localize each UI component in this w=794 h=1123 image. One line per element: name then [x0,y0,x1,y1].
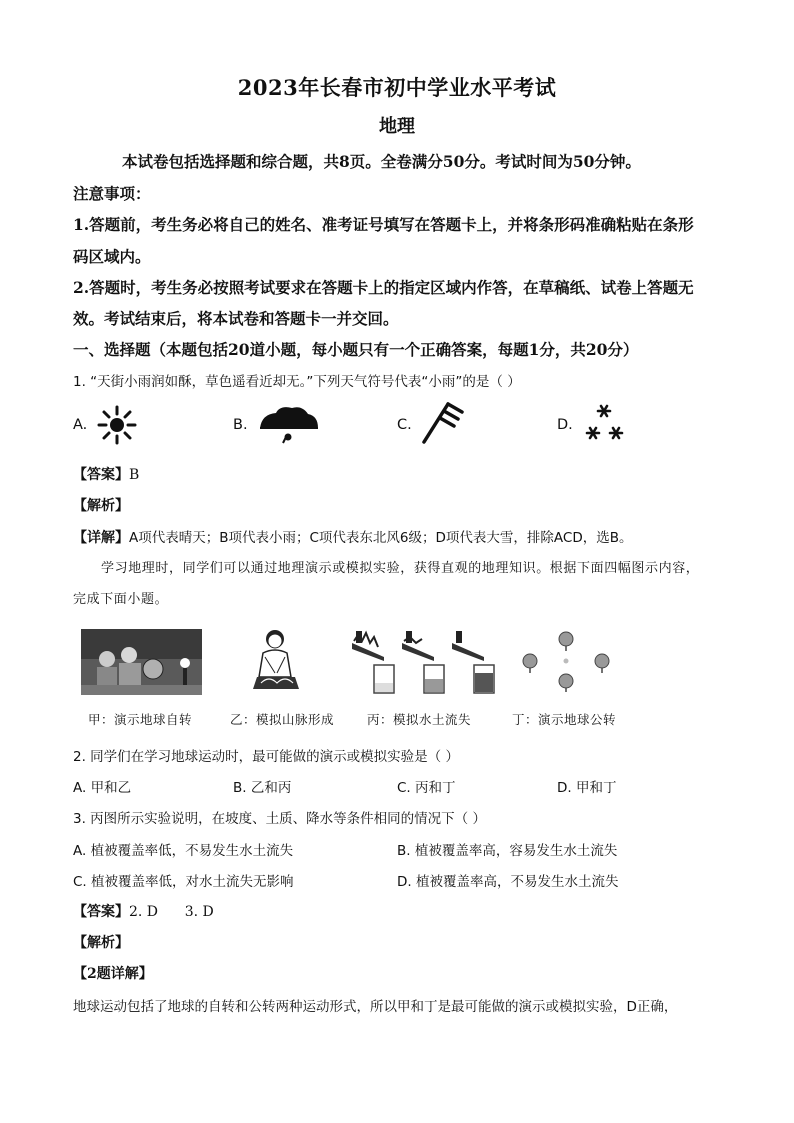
q3-option-c: C. 植被覆盖率低，对水土流失无影响 [73,874,294,890]
q1-option-d-label: D. [557,417,573,433]
figure-caption-jia: 甲：演示地球自转 [88,712,193,727]
q1-option-a-label: A. [73,417,88,433]
q1-option-b-label: B. [233,417,248,433]
page-title: 2023年长春市初中学业水平考试 [237,75,557,100]
q2-3-analysis-tag: 【解析】 [73,935,129,951]
earth-revolution-photo [520,629,612,693]
light-rain-icon [256,404,322,446]
notice-item-1: 1.答题前，考生务必将自己的姓名、准考证号填写在答题卡上，并将条形码准确粘贴在条形 [73,215,694,234]
section-heading: 一、选择题（本题包括20道小题，每小题只有一个正确答案，每题1分，共20分） [73,340,639,359]
notice-heading: 注意事项： [73,184,151,203]
q3-option-d: D. 植被覆盖率高，不易发生水土流失 [397,874,619,890]
question-2-stem: 2. 同学们在学习地球运动时，最可能做的演示或模拟实验是（ ） [73,749,459,765]
q1-analysis-tag: 【解析】 [73,498,129,514]
group-intro-line-2: 完成下面小题。 [73,592,169,607]
q2-option-a: A. 甲和乙 [73,780,132,796]
q1-detail [73,526,633,547]
q1-option-c-label: C. [397,417,412,433]
q2-3-answer [73,901,214,921]
mountain-model-photo [247,627,305,695]
answer-value: B [129,467,140,483]
answer-tag: 【答案】 [73,904,129,920]
group-intro-line-1: 学习地理时，同学们可以通过地理演示或模拟实验，获得直观的地理知识。根据下面四幅图示内容， [101,561,700,576]
soil-erosion-experiment [350,627,495,697]
figure-caption-yi: 乙：模拟山脉形成 [230,712,335,727]
snow-icon [582,402,626,446]
notice-item-2: 2.答题时，考生务必按照考试要求在答题卡上的指定区域内作答，在草稿纸、试卷上答题无 [73,278,694,297]
q2-option-c: C. 丙和丁 [397,780,456,796]
q3-option-a: A. 植被覆盖率低，不易发生水土流失 [73,843,294,859]
answer-values: 2. D 3. D [129,904,214,920]
sun-icon [96,404,138,446]
detail-tag: 【详解】 [73,530,129,546]
figure-caption-ding: 丁：演示地球公转 [512,712,617,727]
q2-detail-tag: 【2题详解】 [73,966,153,982]
subject-title: 地理 [379,116,415,137]
question-1-stem: 1. “天街小雨润如酥，草色遥看近却无。”下列天气符号代表“小雨”的是（ ） [73,374,521,390]
question-3-stem: 3. 丙图所示实验说明，在坡度、土质、降水等条件相同的情况下（ ） [73,811,486,827]
q2-option-d: D. 甲和丁 [557,780,617,796]
q3-option-b: B. 植被覆盖率高，容易发生水土流失 [397,843,618,859]
answer-tag: 【答案】 [73,467,129,483]
notice-item-1-cont: 码区域内。 [73,247,151,266]
q2-option-b: B. 乙和丙 [233,780,292,796]
wind-barb-icon [418,398,468,448]
q2-detail-text: 地球运动包括了地球的自转和公转两种运动形式，所以甲和丁是最可能做的演示或模拟实验，D正确， [73,999,678,1015]
intro-text: 本试卷包括选择题和综合题，共8页。全卷满分50分。考试时间为50分钟。 [122,152,641,171]
figure-caption-bing: 丙：模拟水土流失 [367,712,472,727]
earth-rotation-photo [81,629,202,695]
q1-answer [73,464,139,484]
detail-text: A项代表晴天；B项代表小雨；C项代表东北风6级；D项代表大雪，排除ACD，选B。 [129,530,633,546]
notice-item-2-cont: 效。考试结束后，将本试卷和答题卡一并交回。 [73,309,399,328]
